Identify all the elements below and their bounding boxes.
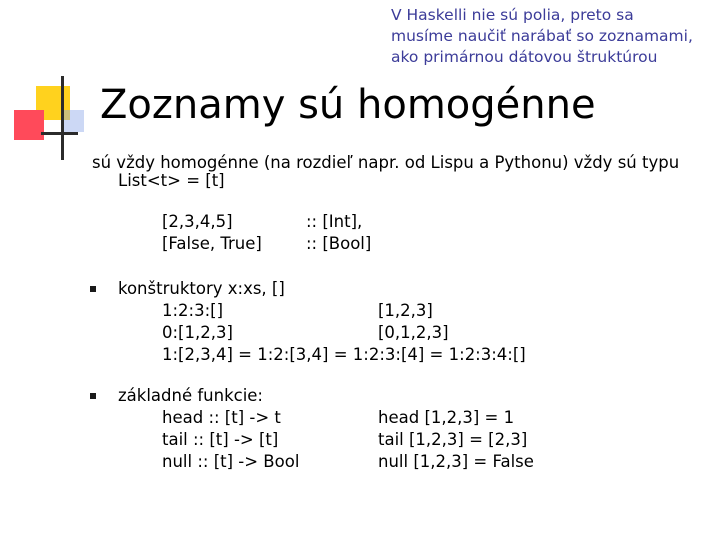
constructors-heading: konštruktory x:xs, [] xyxy=(118,279,285,298)
square-bullet-icon xyxy=(90,286,96,292)
note-line: ako primárnou dátovou štruktúrou xyxy=(391,48,658,66)
function-example: tail [1,2,3] = [2,3] xyxy=(378,430,528,449)
top-right-note xyxy=(391,5,716,68)
example-value: [2,3,4,5] xyxy=(162,212,233,231)
note-line: musíme naučiť narábať so zoznamami, xyxy=(391,27,693,45)
square-bullet-icon xyxy=(90,393,96,399)
horizontal-bar-decoration xyxy=(41,132,78,135)
function-signature: null :: [t] -> Bool xyxy=(162,452,300,471)
intro-line: List<t> = [t] xyxy=(118,171,225,190)
constructor-result: [0,1,2,3] xyxy=(378,323,449,342)
example-type: :: [Int], xyxy=(306,212,363,231)
example-type: :: [Bool] xyxy=(306,234,372,253)
functions-heading: základné funkcie: xyxy=(118,386,263,405)
intro-line: sú vždy homogénne (na rozdieľ napr. od Lispu a Pythonu) vždy sú typu xyxy=(92,153,680,172)
function-signature: tail :: [t] -> [t] xyxy=(162,430,279,449)
function-signature: head :: [t] -> t xyxy=(162,408,281,427)
vertical-bar-decoration xyxy=(61,76,64,160)
blue-square-decoration xyxy=(62,110,84,132)
slide-title: Zoznamy sú homogénne xyxy=(100,82,596,128)
constructor-example: 0:[1,2,3] xyxy=(162,323,233,342)
example-value: [False, True] xyxy=(162,234,262,253)
function-example: null [1,2,3] = False xyxy=(378,452,534,471)
constructor-example: 1:2:3:[] xyxy=(162,301,224,320)
note-line: V Haskelli nie sú polia, preto sa xyxy=(391,6,634,24)
constructor-chain: 1:[2,3,4] = 1:2:[3,4] = 1:2:3:[4] = 1:2:3:4:[] xyxy=(162,345,526,364)
function-example: head [1,2,3] = 1 xyxy=(378,408,515,427)
constructor-result: [1,2,3] xyxy=(378,301,433,320)
red-square-decoration xyxy=(14,110,44,140)
